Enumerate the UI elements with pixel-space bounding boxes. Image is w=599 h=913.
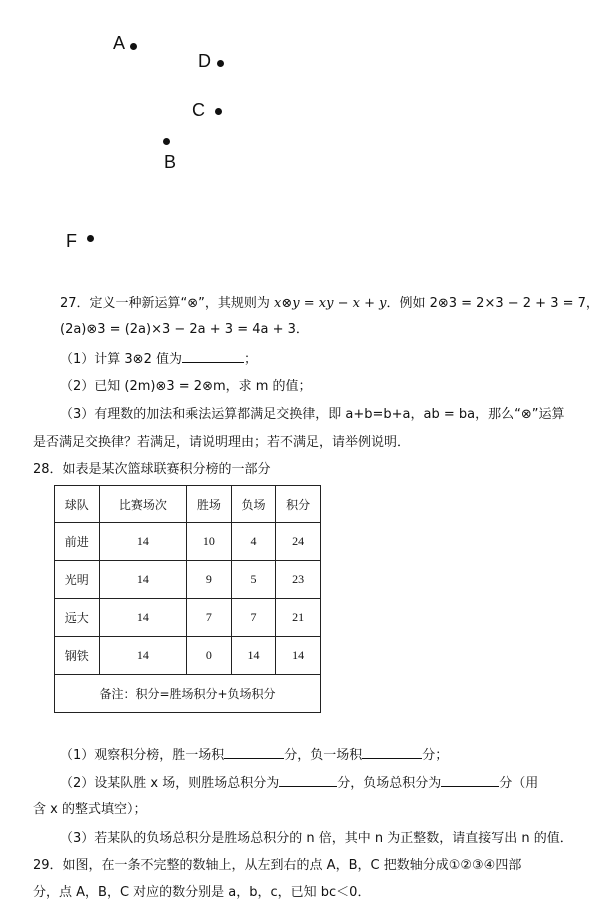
losses-cell: 5 bbox=[231, 561, 276, 599]
table-row bbox=[55, 523, 321, 561]
team-name: 光明 bbox=[55, 561, 100, 599]
table-header: 胜场 bbox=[187, 486, 232, 523]
point-d-dot bbox=[217, 60, 224, 67]
losses-cell: 14 bbox=[231, 637, 276, 675]
team-name: 远大 bbox=[55, 599, 100, 637]
games-cell: 14 bbox=[99, 637, 186, 675]
table-row bbox=[55, 599, 321, 637]
point-b-dot bbox=[163, 138, 170, 145]
q28-intro: 28．如表是某次篮球联赛积分榜的一部分 bbox=[33, 462, 271, 477]
table-header: 负场 bbox=[231, 486, 276, 523]
losses-cell: 4 bbox=[231, 523, 276, 561]
q27-formula: x⊗y = xy − x + y bbox=[274, 296, 387, 311]
losses-cell: 7 bbox=[231, 599, 276, 637]
points-cell: 24 bbox=[276, 523, 321, 561]
point-f-dot bbox=[87, 235, 94, 242]
table-row bbox=[55, 561, 321, 599]
point-c-dot bbox=[215, 108, 222, 115]
answer-blank[interactable] bbox=[224, 746, 284, 759]
answer-blank[interactable] bbox=[362, 746, 422, 759]
q28-part3: （3）若某队的负场总积分是胜场总积分的 n 倍，其中 n 为正整数，请直接写出 n 的值． bbox=[60, 831, 573, 846]
team-name: 前进 bbox=[55, 523, 100, 561]
table-header: 球队 bbox=[55, 486, 100, 523]
team-name: 钢铁 bbox=[55, 637, 100, 675]
points-cell: 21 bbox=[276, 599, 321, 637]
table-header-row bbox=[55, 486, 321, 523]
q29-line1: 29．如图，在一条不完整的数轴上，从左到右的点 A，B，C 把数轴分成①②③④四部 bbox=[33, 858, 522, 873]
q27-line1: 27．定义一种新运算“⊗”，其规则为 x⊗y = xy − x + y．例如 2⊗3 = 2×3 − 2 + 3 = 7， bbox=[60, 296, 599, 311]
answer-blank[interactable] bbox=[279, 774, 337, 787]
table-header: 积分 bbox=[276, 486, 321, 523]
table-note-row bbox=[55, 675, 321, 713]
games-cell: 14 bbox=[99, 561, 186, 599]
q28-part1: （1）观察积分榜，胜一场积 分，负一场积 分； bbox=[60, 748, 449, 763]
point-label-b: B bbox=[164, 152, 177, 172]
table-note: 备注：积分=胜场积分+负场积分 bbox=[55, 675, 321, 713]
wins-cell: 7 bbox=[187, 599, 232, 637]
points-cell: 14 bbox=[276, 637, 321, 675]
q27-part3-line2: 是否满足交换律？若满足，请说明理由；若不满足，请举例说明． bbox=[33, 435, 411, 450]
wins-cell: 0 bbox=[187, 637, 232, 675]
wins-cell: 10 bbox=[187, 523, 232, 561]
table-header: 比赛场次 bbox=[99, 486, 186, 523]
point-label-c: C bbox=[192, 100, 205, 120]
point-label-a: A bbox=[113, 33, 126, 53]
q28-part2-line2: 含 x 的整式填空）； bbox=[33, 802, 147, 817]
games-cell: 14 bbox=[99, 523, 186, 561]
standings-table bbox=[54, 485, 321, 713]
q27-part3-line1: （3）有理数的加法和乘法运算都满足交换律，即 a+b=b+a，ab = ba，那么“⊗”运算 bbox=[60, 407, 565, 422]
point-label-f: F bbox=[66, 231, 77, 251]
q27-line2: (2a)⊗3 = (2a)×3 − 2a + 3 = 4a + 3． bbox=[60, 322, 309, 337]
table-row bbox=[55, 637, 321, 675]
q27-part2: （2）已知 (2m)⊗3 = 2⊗m，求 m 的值； bbox=[60, 379, 312, 394]
wins-cell: 9 bbox=[187, 561, 232, 599]
point-a-dot bbox=[130, 43, 137, 50]
games-cell: 14 bbox=[99, 599, 186, 637]
q27-part1: （1）计算 3⊗2 值为 ； bbox=[60, 352, 257, 367]
points-cell: 23 bbox=[276, 561, 321, 599]
q29-line2: 分，点 A，B，C 对应的数分别是 a，b，c，已知 bc＜0． bbox=[33, 885, 371, 900]
answer-blank[interactable] bbox=[441, 774, 499, 787]
answer-blank[interactable] bbox=[182, 350, 244, 363]
point-label-d: D bbox=[198, 51, 211, 71]
q28-part2-line1: （2）设某队胜 x 场，则胜场总积分为 分，负场总积分为 分（用 bbox=[60, 776, 539, 791]
